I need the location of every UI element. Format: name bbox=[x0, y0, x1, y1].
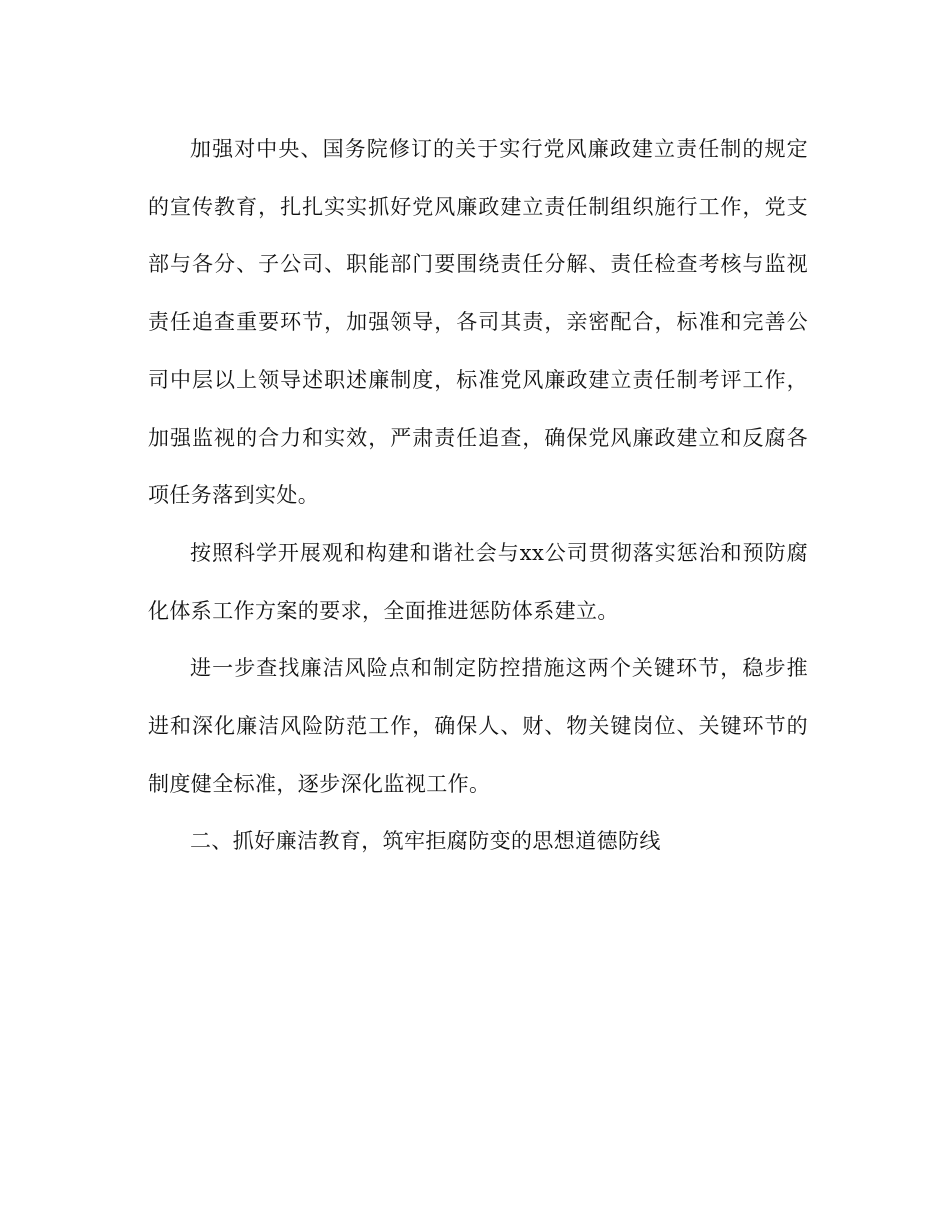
paragraph-risk-control: 进一步查找廉洁风险点和制定防控措施这两个关键环节，稳步推进和深化廉洁风险防范工作，确保人、财、物关键岗位、关键环节的制度健全标准，逐步深化监视工作。 bbox=[148, 656, 808, 796]
paragraph-prevention-system: 按照科学开展观和构建和谐社会与xx公司贯彻落实惩治和预防腐化体系工作方案的要求，全面推进惩防体系建立。 bbox=[148, 540, 808, 623]
section-heading-integrity-education: 二、抓好廉洁教育，筑牢拒腐防变的思想道德防线 bbox=[190, 829, 661, 854]
paragraph-responsibility-system: 加强对中央、国务院修订的关于实行党风廉政建立责任制的规定的宣传教育，扎扎实实抓好党风廉政建立责任制组织施行工作，党支部与各分、子公司、职能部门要围绕责任分解、责任检查考核与监视责任追查重要环节，加强领导，各司其责，亲密配合，标准和完善公司中层以上领导述职述廉制度，标准党风廉政建立责任制考评工作，加强监视的合力和实效，严肃责任追查，确保党风廉政建立和反腐各项任务落到实处。 bbox=[148, 137, 808, 508]
document-body bbox=[148, 121, 808, 871]
